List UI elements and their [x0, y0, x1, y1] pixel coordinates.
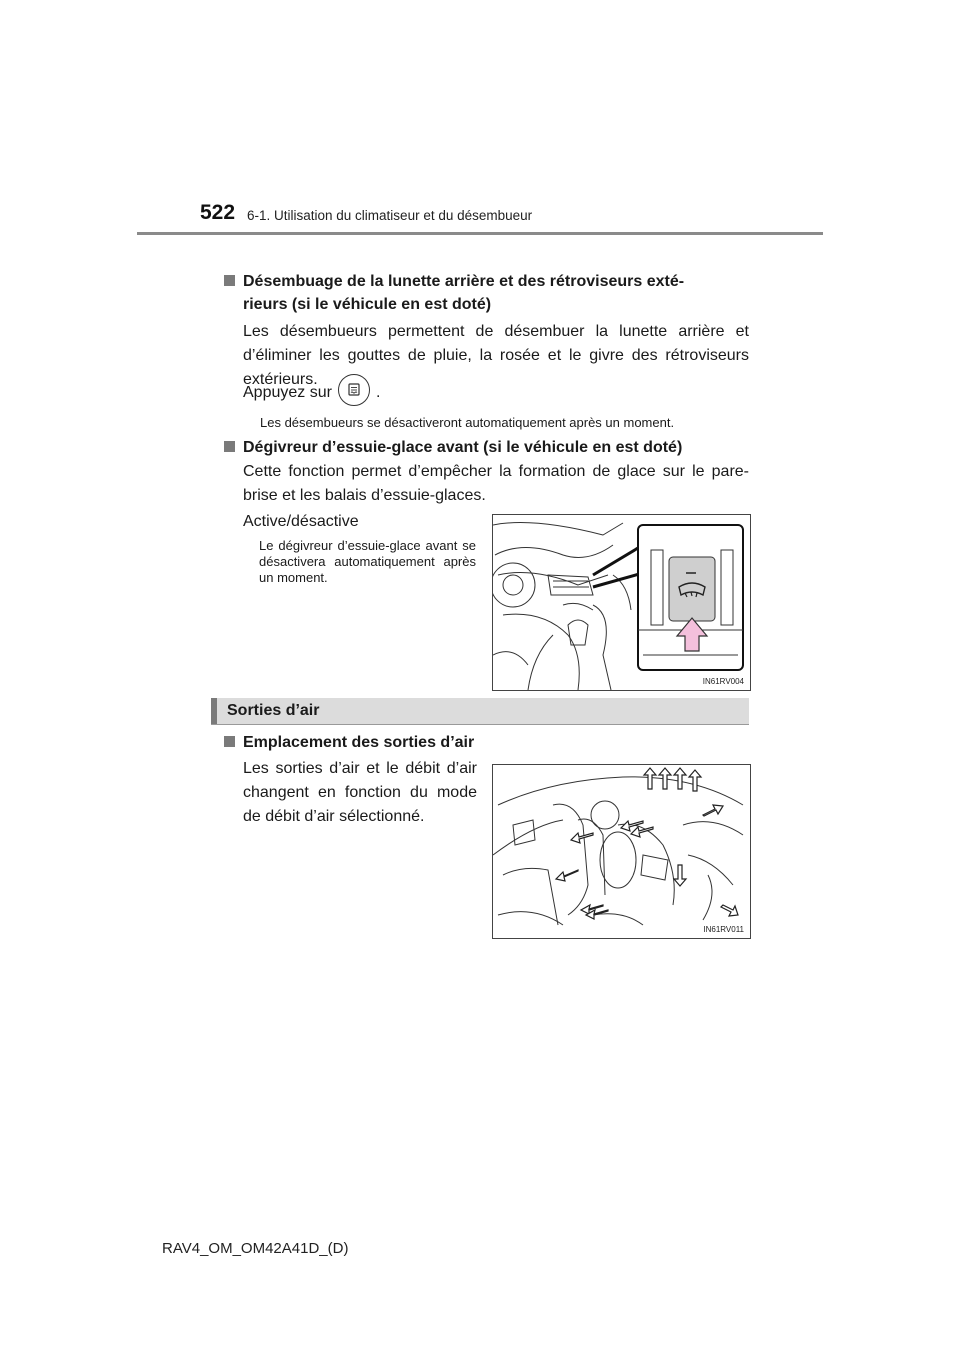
- cabin-illustration: [493, 765, 750, 938]
- section-title: Sorties d’air: [227, 702, 320, 719]
- heading-line1: Désembuage de la lunette arrière et des rétroviseurs exté-: [243, 273, 685, 290]
- header-rule: [137, 232, 823, 235]
- rear-defogger-description: Les désembueurs permettent de désembuer la lunette arrière et d’éliminer les gouttes de pluie, la rosée et le givre des rétroviseurs extérieurs.: [243, 323, 749, 388]
- figure-code: IN61RV004: [702, 677, 744, 686]
- heading-text: Emplacement des sorties d’air: [243, 734, 475, 751]
- rear-defogger-note: Les désembueurs se désactiveront automatiquement après un moment.: [260, 415, 675, 430]
- rear-defogger-heading: [224, 270, 749, 316]
- document-code: RAV4_OM_OM42A41D_(D): [162, 1240, 349, 1257]
- wiper-deicer-figure: [492, 514, 751, 691]
- dashboard-illustration: [493, 515, 750, 690]
- wiper-deicer-note: Le dégivreur d’essuie-glace avant se désactivera automatiquement après un moment.: [259, 538, 476, 585]
- chapter-title: 6-1. Utilisation du climatiseur et du désembueur: [247, 208, 533, 223]
- wiper-deicer-description: Cette fonction permet d’empêcher la formation de glace sur le pare-brise et les balais d’essuie-glaces.: [243, 463, 749, 504]
- heading-text: Dégivreur d’essuie-glace avant (si le véhicule en est doté): [243, 439, 683, 456]
- press-text: Appuyez sur: [243, 384, 332, 402]
- figure-code: IN61RV011: [703, 925, 744, 934]
- air-outlets-figure: [492, 764, 751, 939]
- press-period: .: [375, 384, 381, 402]
- air-outlets-description: Les sorties d’air et le débit d’air changent en fonction du mode de débit d’air sélectionné.: [243, 760, 477, 825]
- heading-bullet: [224, 736, 235, 747]
- heading-bullet: [224, 441, 235, 452]
- wiper-deicer-heading: [224, 436, 749, 459]
- heading-bullet: [224, 275, 235, 286]
- air-outlets-heading: [224, 731, 749, 754]
- press-instruction: [243, 377, 749, 409]
- action-label: Active/désactive: [243, 513, 359, 530]
- section-rule: [211, 724, 749, 725]
- page-number: 522: [200, 201, 236, 224]
- heading-line2: rieurs (si le véhicule en est doté): [243, 296, 492, 313]
- rear-defogger-button[interactable]: [338, 374, 370, 406]
- rear-defogger-icon: [339, 375, 369, 405]
- section-header-bar: [211, 698, 749, 724]
